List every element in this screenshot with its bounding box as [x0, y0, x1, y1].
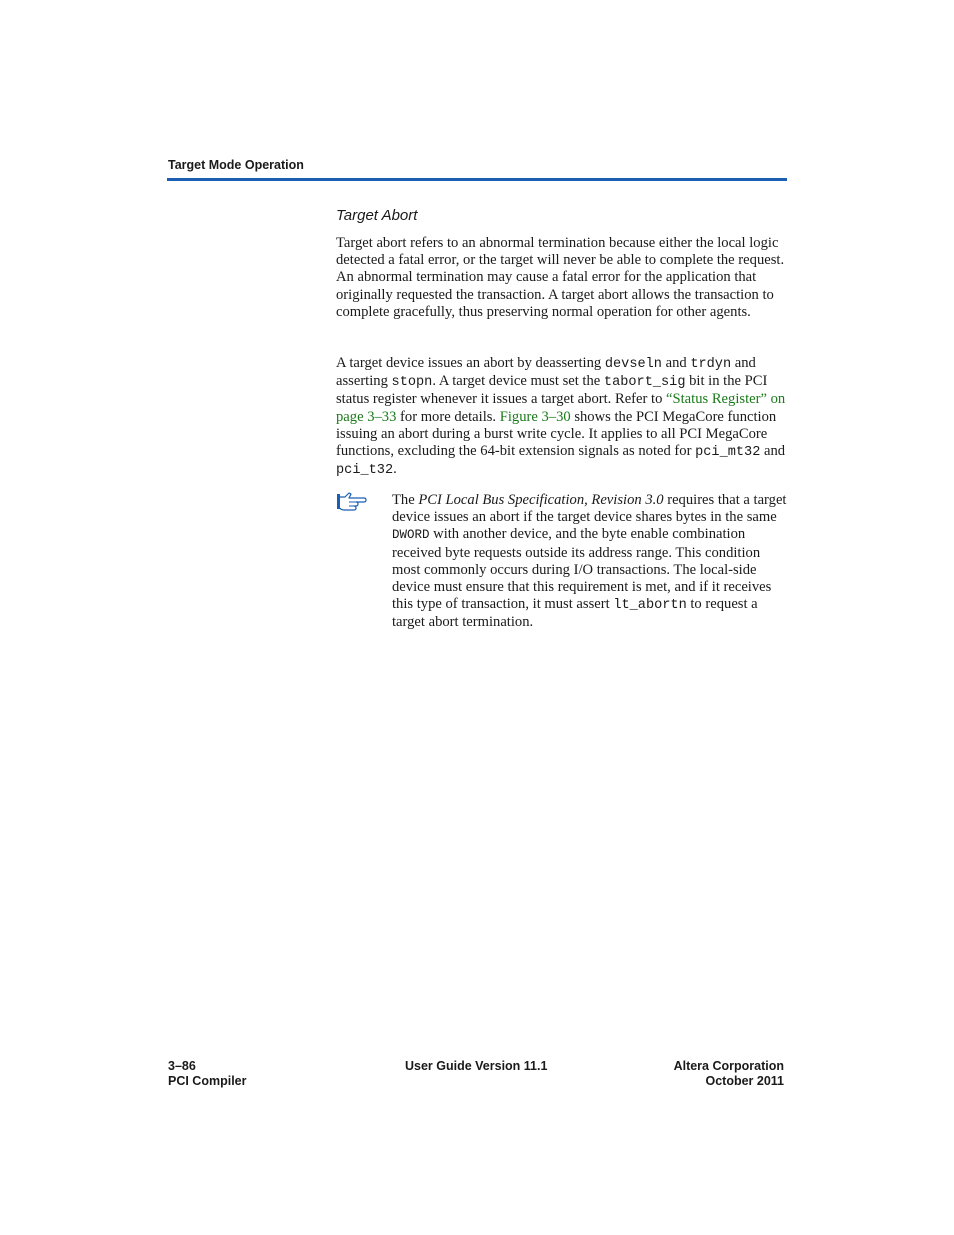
term-dword: DWORD — [392, 528, 430, 543]
text-run: and — [760, 443, 786, 460]
header-rule — [167, 178, 787, 181]
pointing-hand-icon — [336, 490, 368, 512]
footer-left — [168, 1059, 247, 1089]
product-name: PCI Compiler — [168, 1074, 247, 1088]
text-run: for more details. — [396, 408, 500, 425]
signal-tabort-sig: tabort_sig — [603, 375, 686, 391]
running-header-title: Target Mode Operation — [168, 158, 304, 172]
signal-devseln: devseln — [604, 357, 662, 372]
text-run: with another device, and the byte enable combination received byte requests outside its address range. This condition most commonly occurs during I/O transactions. The local-side device must ensure that this requirement is met, and if it receives this type of transaction, it must assert — [392, 526, 772, 613]
signal-lt-abortn: lt_abortn — [613, 598, 687, 614]
signal-pci-mt32: pci_mt32 — [695, 445, 761, 461]
note-text — [392, 492, 788, 632]
spec-title: PCI Local Bus Specification, Revision 3.0 — [418, 492, 664, 508]
figure-3-30-link[interactable]: Figure 3–30 — [499, 408, 571, 425]
publication-date: October 2011 — [705, 1074, 784, 1088]
text-run: The — [392, 492, 419, 508]
section-heading: Target Abort — [336, 207, 418, 224]
text-run: bit in the PCI status register whenever it issues a target abort. Refer to — [336, 373, 768, 408]
text-run: to request a target abort termination. — [392, 596, 758, 631]
signal-trdyn: trdyn — [690, 357, 732, 372]
footer-right — [674, 1059, 784, 1089]
paragraph-target-abort-definition: Target abort refers to an abnormal termination because either the local logic detected a fatal error, or the target will never be able to complete the request. An abnormal termination may cause a fatal error for the application that originally requested the transaction. A target abort allows the transaction to complete gracefully, thus preserving normal operation for other agents. — [336, 235, 785, 320]
signal-stopn: stopn — [391, 375, 433, 391]
text-run: and asserting — [336, 355, 756, 390]
text-run: requires that a target device issues an abort if the target device shares bytes in the same — [392, 492, 787, 526]
text-run: . — [393, 461, 397, 478]
company-name: Altera Corporation — [673, 1059, 784, 1073]
signal-pci-t32: pci_t32 — [336, 463, 394, 479]
text-run: A target device issues an abort by deasserting — [336, 355, 605, 371]
text-run: . A target device must set the — [432, 373, 604, 390]
text-run: shows the PCI MegaCore function issuing an abort during a burst write cycle. It applies to all PCI MegaCore functions, excluding the 64-bit extension signals as noted for — [336, 408, 777, 460]
paragraph-abort-signals — [336, 355, 788, 479]
page-number: 3–86 — [168, 1059, 196, 1073]
footer-guide-version: User Guide Version 11.1 — [405, 1059, 548, 1073]
status-register-link[interactable]: “Status Register” on page 3–33 — [336, 391, 786, 425]
text-run: and — [661, 355, 691, 371]
